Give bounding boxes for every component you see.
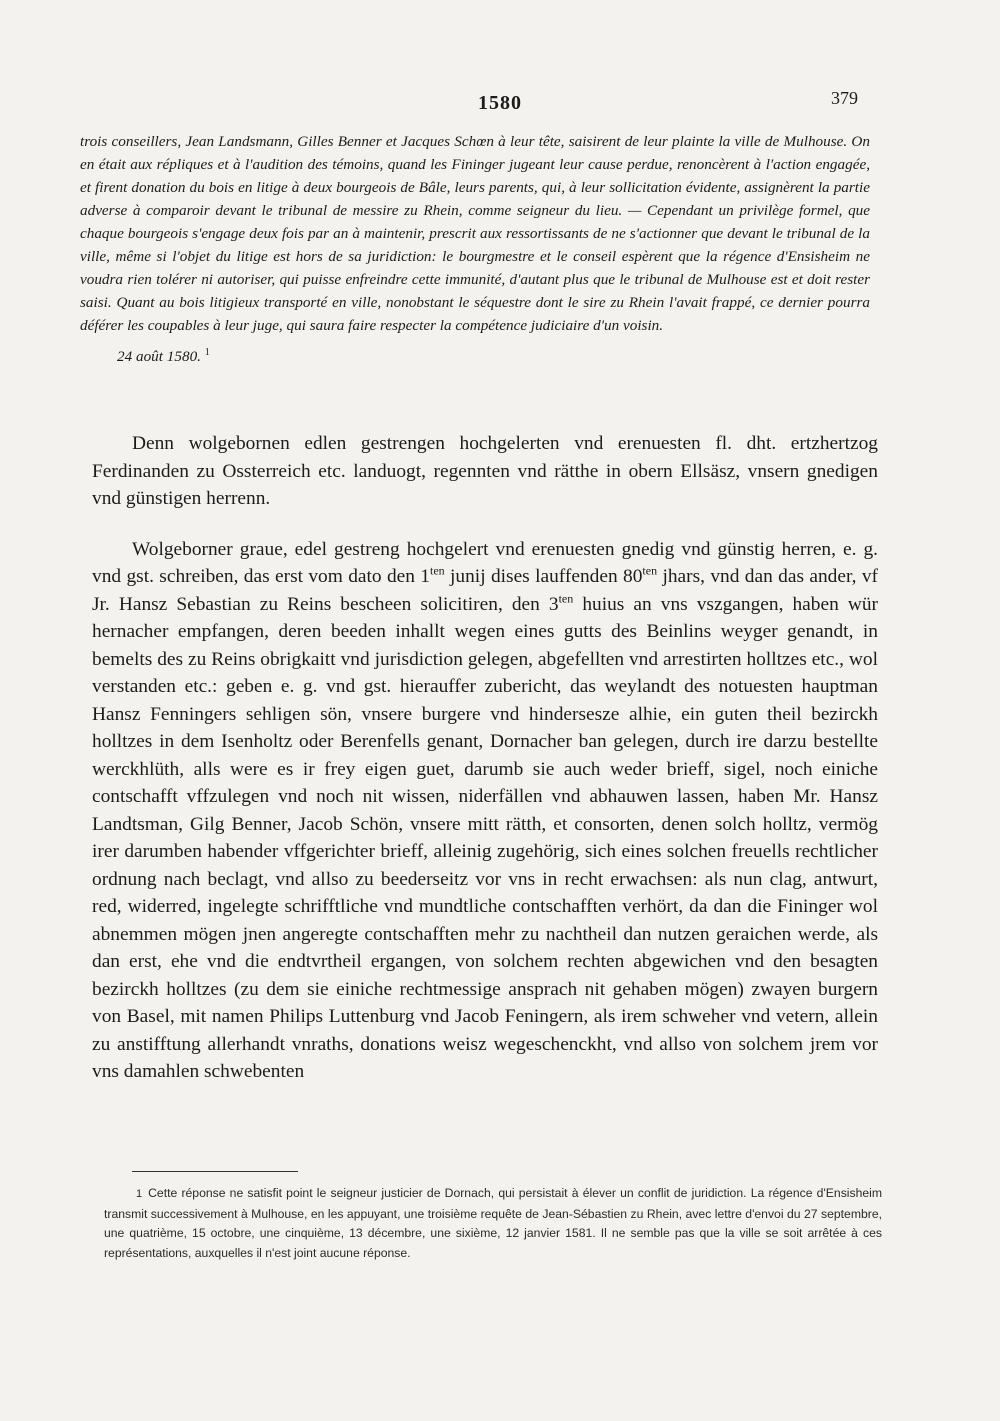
footnote-reference: 1 (204, 347, 210, 358)
ordinal-superscript: ten (558, 591, 574, 606)
summary-date-text: 24 août 1580. (117, 348, 201, 366)
letter-text (92, 430, 878, 1086)
footnote-mark: 1 (136, 1188, 143, 1200)
summary-text: trois conseillers, Jean Landsmann, Gilles Benner et Jacques Schœn à leur tête, saisirent de leur plainte la ville de Mulhouse. On en était aux répliques et à l'audition des témoins, quand les Fininger jugeant leur cause perdue, renoncèrent à l'action engagée, et firent donation du bois en litige à deux bourgeois de Bâle, leurs parents, qui, à leur sollicitation évidente, assignèrent la partie adverse à comparoir devant le tribunal de messire zu Rhein, comme seigneur du lieu. — Cependant un privilège formel, que chaque bourgeois s'engage deux fois par an à maintenir, prescrit aux ressortissants de ne s'actionner que devant le tribunal de la ville, même si l'objet du litige est hors de sa juridiction: le bourgmestre et le conseil espèrent que la régence d'Ensisheim ne voudra rien tolérer ni autoriser, qui puisse enfreindre cette immunité, d'autant plus que le tribunal de Mulhouse est et doit rester saisi. Quant au bois litigieux transporté en ville, nonobstant le séquestre dont le sire zu Rhein l'avait frappé, ce dernier pourra déférer les coupables à leur juge, qui saura faire respecter la compétence judiciaire d'un voisin. (80, 133, 870, 334)
letter-body-part-3: jhars, vnd dan das ander, vf Jr. Hansz Sebastian zu Reins bescheen solicitiren, den 3 (92, 566, 879, 615)
letter-body-part-4: huius an vns vszgangen, haben wür hernacher empfangen, deren beeden inhallt wegen eines gutts des Beinlins weyger genandt, in bemelts des zu Reins obrigkaitt vnd jurisdiction gelegen, abgefellten vnd arrestirten holltzes etc., wol verstanden etc.: geben e. g. vnd gst. hierauffer zubericht, das weylandt des notuesten hauptman Hansz Fenningers sehligen sön, vnsere burgere vnd hindersesze alhie, ein guten theil bezirckh holltzes in dem Isenholtz oder Berenfells genant, Dornacher ban gelegen, durch ire darzu bestellte werckhlüth, alls were es ir frey eigen guet, darumb sie auch weder brieff, sigel, noch einiche contschafft vffzulegen vnd noch nit wissen, niderfällen vnd abhauwen lassen, haben Mr. Hansz Landtsman, Gilg Benner, Jacob Schön, vnsere mitt rätth, et consorten, denen solch holltz, vermög irer darumben habender vffgerichter brieff, alleinig zugehörig, sich eines solchen freuells rechtlicher ordnung nach beclagt, vnd allso zu beederseitz vor vns in recht erwachsen: als nun clag, antwurt, red, widerred, ingelegte schrifftliche vnd mundtliche contschafften verhört, da dan die Fininger wol abnemmen mögen jnen angeregte contschafften mehr zu nachtheil dan nutzen geraichen werde, als dan erst, ehe vnd die endtvrtheil ergangen, von solchem rechten abgewichen vnd den besagten bezirckh holltzes (zu dem sie einiche rechtmessige ansprach nit gehaben mögen) zwayen burgern von Basel, mit namen Philips Luttenburg vnd Jacob Feningern, als irem schweher vnd vetern, allein zu anstifftung allerhandt vnraths, donations weisz wegeschenckht, vnd allso von solchem jrem vor vns damahlen schwebenten (92, 593, 878, 1082)
summary-block (80, 130, 870, 368)
ordinal-superscript: ten (642, 563, 658, 578)
running-head (0, 88, 1000, 122)
page-number: 379 (831, 88, 858, 108)
summary-date (117, 341, 870, 368)
footnote-divider (132, 1171, 298, 1172)
ordinal-superscript: ten (430, 563, 445, 578)
footnote (104, 1184, 882, 1263)
letter-body-part-1: Wolgeborner graue, edel gestreng hochgelert vnd erenuesten gnedig vnd günstig herren, e. g. vnd gst. schreiben, das erst vom dato den 1 (92, 538, 878, 587)
letter-body (92, 536, 878, 1086)
page-year: 1580 (478, 92, 522, 114)
letter-address: Denn wolgebornen edlen gestrengen hochgelerten vnd erenuesten fl. dht. ertzhertzog Ferdinanden zu Ossterreich etc. landuogt, regennten vnd rätthe in obern Ellsäsz, vnsern gnedigen vnd günstigen herrenn. (92, 433, 878, 509)
letter-body-part-2: junij dises lauffenden 80 (444, 566, 643, 587)
footnote-text: Cette réponse ne satisfit point le seigneur justicier de Dornach, qui persistait à élever un conflit de juridiction. La régence d'Ensisheim transmit successivement à Mulhouse, en les appuyant, une troisième requête de Jean-Sébastien zu Rhein, avec lettre d'envoi du 27 septembre, une quatrième, 15 octobre, une cinquième, 13 décembre, une sixième, 12 janvier 1581. Il ne semble pas que la ville se soit arrêtée à ces représentations, auxquelles il n'est joint aucune réponse. (104, 1186, 882, 1260)
